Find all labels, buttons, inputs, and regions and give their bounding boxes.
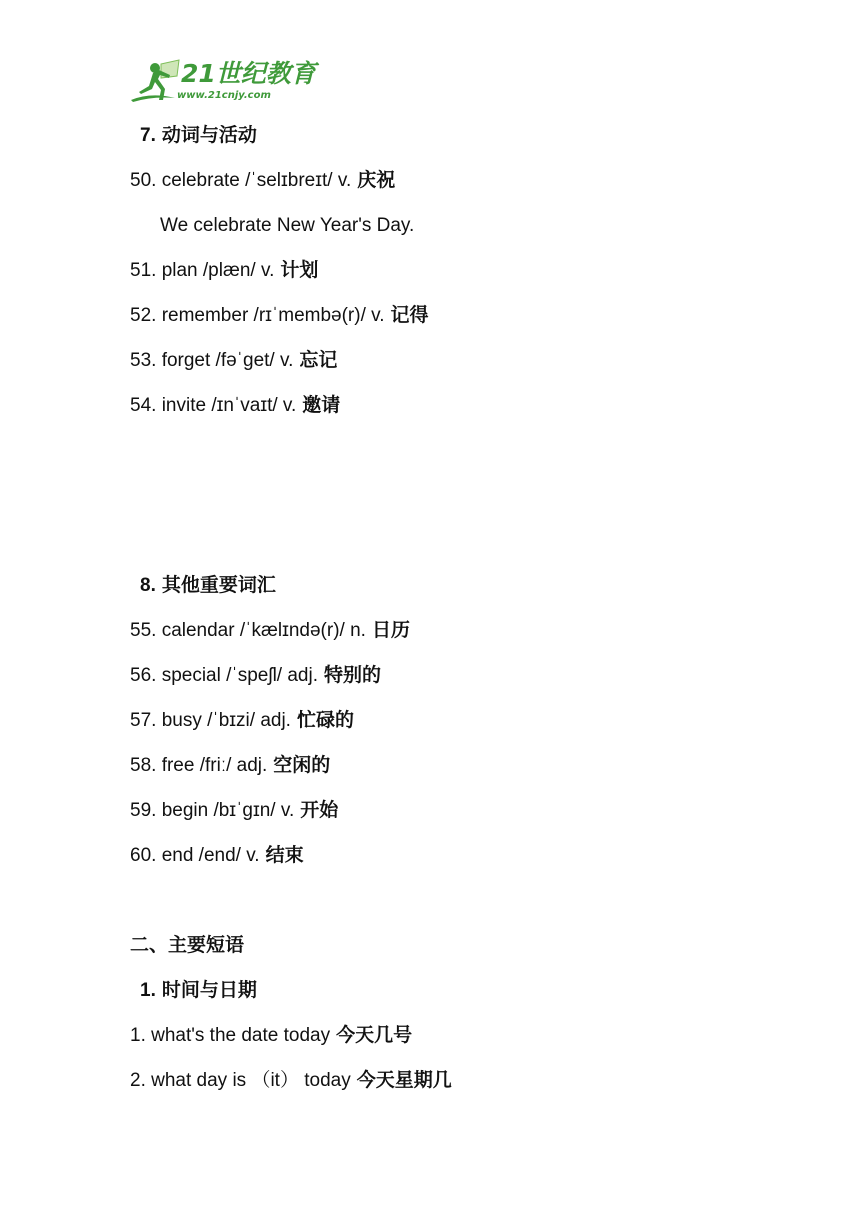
vocab-english: 57. busy /ˈbɪzi/ adj.	[130, 710, 291, 731]
vocab-item-60	[130, 844, 304, 868]
phrase-item-2	[130, 1069, 452, 1093]
example-sentence-50	[160, 214, 414, 238]
vocab-chinese: 邀请	[302, 395, 341, 416]
vocab-english: 58. free /friː/ adj.	[130, 755, 268, 776]
section-heading-text: 二、主要短语	[130, 935, 245, 956]
vocab-english: 59. begin /bɪˈgɪn/ v.	[130, 800, 295, 821]
vocab-english: 55. calendar /ˈkælɪndə(r)/ n.	[130, 620, 366, 641]
site-logo	[131, 58, 316, 104]
vocab-english: 51. plan /plæn/ v.	[130, 260, 275, 281]
vocab-english: 53. forget /fəˈget/ v.	[130, 350, 294, 371]
subheading-text: 动词与活动	[161, 125, 257, 146]
vocab-chinese: 开始	[300, 800, 339, 821]
vocab-english: 52. remember /rɪˈmembə(r)/ v.	[130, 305, 385, 326]
vocab-english: 54. invite /ɪnˈvaɪt/ v.	[130, 395, 297, 416]
subheading-8	[140, 574, 276, 598]
vocab-item-58	[130, 754, 330, 778]
vocab-item-51	[130, 259, 318, 283]
subheading-text: 其他重要词汇	[161, 575, 276, 596]
vocab-item-57	[130, 709, 354, 733]
vocab-chinese: 忙碌的	[296, 710, 354, 731]
vocab-item-50	[130, 169, 395, 193]
vocab-chinese: 记得	[390, 305, 429, 326]
vocab-chinese: 庆祝	[357, 170, 396, 191]
runner-logo-icon	[131, 58, 181, 104]
vocab-item-56	[130, 664, 381, 688]
phrase-chinese: 今天星期几	[356, 1070, 452, 1091]
subheading-7	[140, 124, 257, 148]
vocab-item-52	[130, 304, 429, 328]
vocab-item-54	[130, 394, 340, 418]
subheading-number: 7.	[140, 125, 156, 146]
subheading-time-date	[140, 979, 257, 1003]
vocab-english: 50. celebrate /ˈselɪbreɪt/ v.	[130, 170, 352, 191]
phrase-english: 1. what's the date today	[130, 1025, 331, 1046]
vocab-chinese: 空闲的	[273, 755, 331, 776]
vocab-item-53	[130, 349, 337, 373]
vocab-english: 60. end /end/ v.	[130, 845, 260, 866]
vocab-chinese: 计划	[280, 260, 319, 281]
subheading-number: 1.	[140, 980, 156, 1001]
phrase-chinese: 今天几号	[336, 1025, 413, 1046]
phrase-english: 2. what day is （it） today	[130, 1070, 351, 1091]
section-heading-phrases	[130, 934, 244, 958]
logo-brand-text: 21世纪教育	[181, 59, 316, 88]
logo-url-text: www.21cnjy.com	[177, 90, 271, 101]
subheading-text: 时间与日期	[161, 980, 257, 1001]
phrase-item-1	[130, 1024, 412, 1048]
vocab-item-59	[130, 799, 338, 823]
vocab-chinese: 特别的	[324, 665, 382, 686]
vocab-item-55	[130, 619, 410, 643]
vocab-chinese: 结束	[265, 845, 304, 866]
vocab-english: 56. special /ˈspeʃl/ adj.	[130, 665, 318, 686]
vocab-chinese: 忘记	[299, 350, 338, 371]
example-text: We celebrate New Year's Day.	[160, 215, 415, 236]
vocab-chinese: 日历	[371, 620, 410, 641]
subheading-number: 8.	[140, 575, 156, 596]
